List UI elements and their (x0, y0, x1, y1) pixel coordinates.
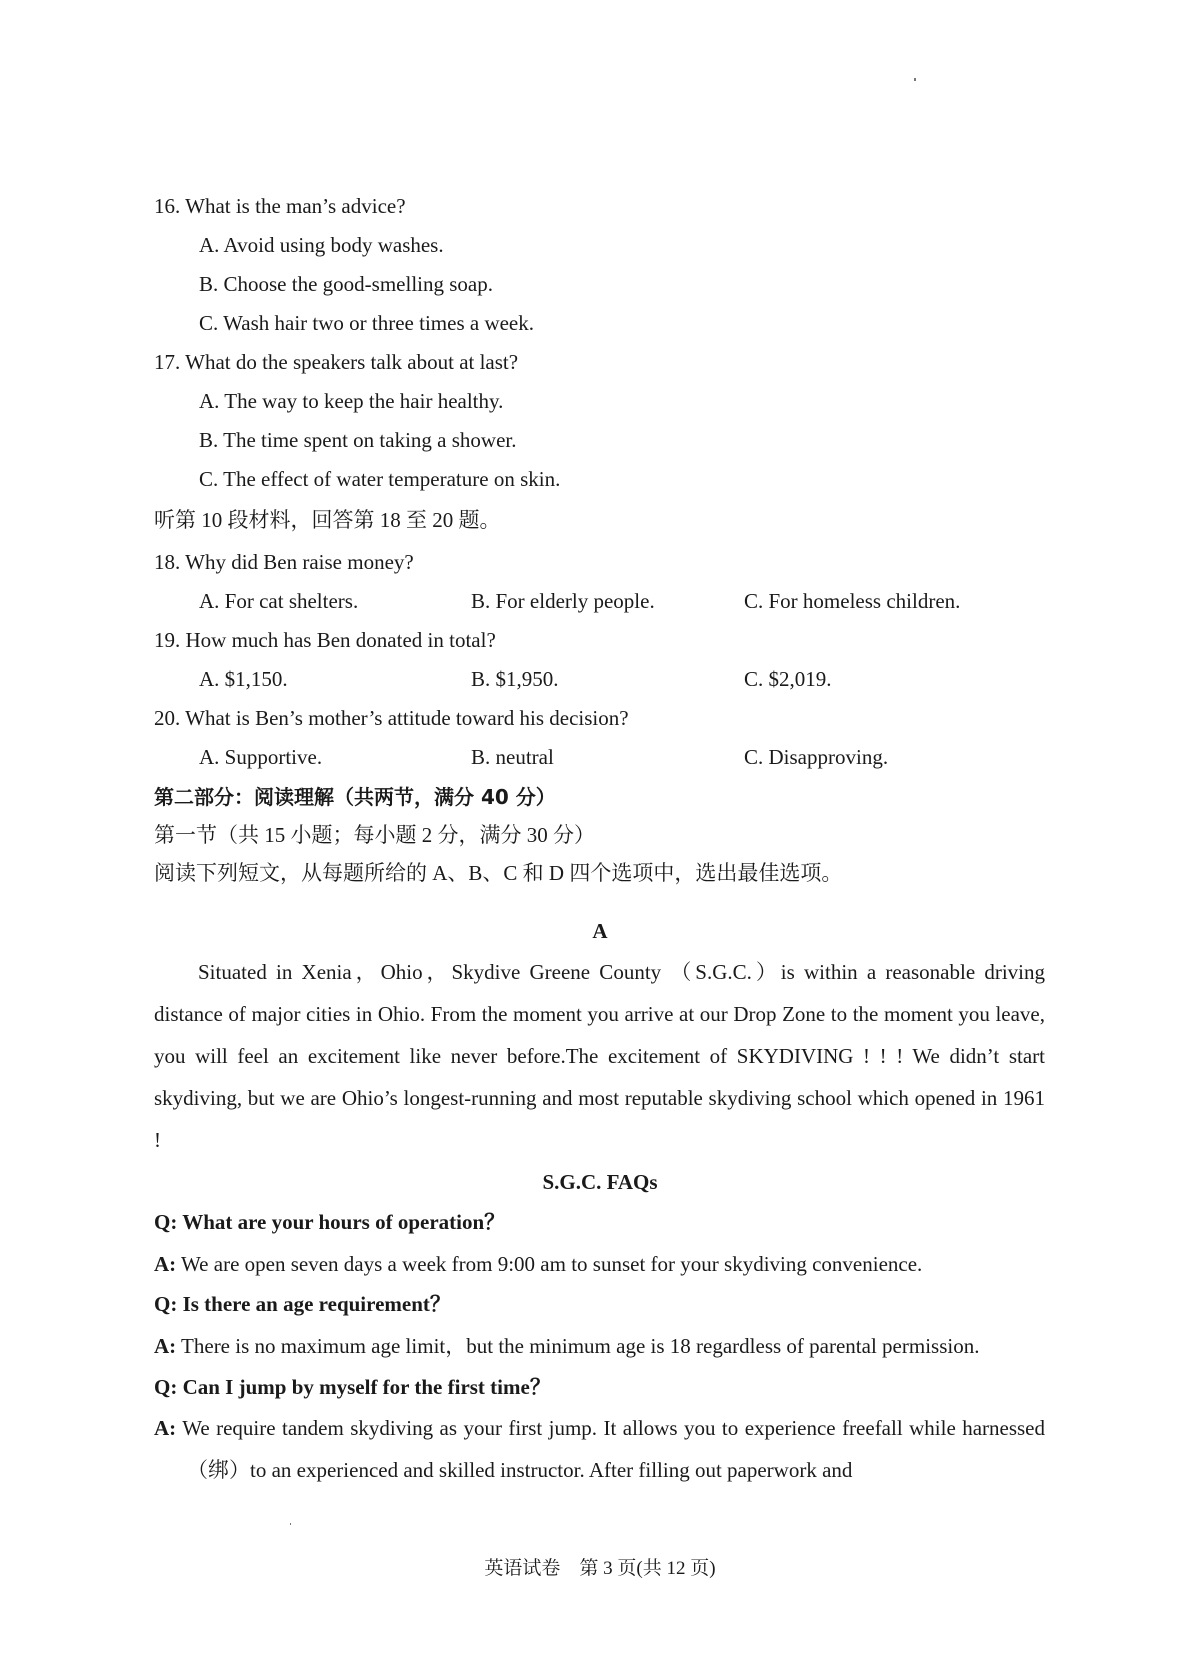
question-18: 18. Why did Ben raise money? (154, 550, 414, 574)
faq-question-3: Q: Can I jump by myself for the first time？ (154, 1375, 551, 1399)
scan-speck (290, 1523, 291, 1525)
faq-answer-label: A: (154, 1252, 177, 1276)
passage-intro-text: Situated in Xenia，Ohio，Skydive Greene County （S.G.C.）is within a reasonable driving distance of major cities in Ohio. From the moment you arrive at our Drop Zone to the moment you leave, you will feel an excitement like never before.The excitement of SKYDIVING ! ! ! We didn’t start skydiving, but we are Ohio’s longest-running and most reputable skydiving school which opened in 1961 ! (154, 960, 1045, 1152)
q16-option-b: B. Choose the good-smelling soap. (199, 272, 493, 296)
q18-option-a: A. For cat shelters. (199, 589, 359, 613)
faq-answer-2-text: There is no maximum age limit，but the minimum age is 18 regardless of parental permission. (176, 1334, 980, 1358)
passage-intro (154, 951, 1045, 1161)
faq-question-2: Q: Is there an age requirement？ (154, 1292, 451, 1316)
question-19: 19. How much has Ben donated in total? (154, 628, 496, 652)
q19-option-a: A. $1,150. (199, 667, 288, 691)
listening-section-10-instruction: 听第 10 段材料，回答第 18 至 20 题。 (154, 508, 501, 532)
q19-option-c: C. $2,019. (744, 667, 832, 691)
q20-option-c: C. Disapproving. (744, 745, 889, 769)
q18-option-c: C. For homeless children. (744, 589, 961, 613)
faq-answer-3-text: We require tandem skydiving as your first jump. It allows you to experience freefall while harnessed （绑）to an experienced and skilled instructor. After filling out paperwork and (176, 1416, 1045, 1482)
question-16: 16. What is the man’s advice? (154, 194, 406, 218)
q20-option-a: A. Supportive. (199, 745, 323, 769)
faq-answer-1-text: We are open seven days a week from 9:00 am to sunset for your skydiving convenience. (176, 1252, 923, 1276)
faq-answer-label: A: (154, 1334, 177, 1358)
faq-answer-3 (154, 1407, 1045, 1491)
q16-option-a: A. Avoid using body washes. (199, 233, 444, 257)
scan-speck (914, 78, 916, 81)
question-20: 20. What is Ben’s mother’s attitude toward his decision? (154, 706, 629, 730)
q19-option-b: B. $1,950. (471, 667, 559, 691)
faq-answer-1 (154, 1254, 922, 1275)
faq-answer-label: A: (154, 1416, 177, 1440)
reading-instructions: 阅读下列短文，从每题所给的 A、B、C 和 D 四个选项中，选出最佳选项。 (154, 861, 843, 885)
reading-part-title: 第二部分：阅读理解（共两节，满分 40 分） (154, 785, 556, 809)
q17-option-b: B. The time spent on taking a shower. (199, 428, 517, 452)
reading-section-title: 第一节（共 15 小题；每小题 2 分，满分 30 分） (154, 823, 595, 847)
page-footer: 英语试卷 第 3 页(共 12 页) (484, 1558, 716, 1579)
faq-title: S.G.C. FAQs (542, 1170, 658, 1194)
q17-option-c: C. The effect of water temperature on skin. (199, 467, 561, 491)
passage-label: A (592, 919, 608, 943)
faq-question-1: Q: What are your hours of operation？ (154, 1210, 506, 1234)
q18-option-b: B. For elderly people. (471, 589, 655, 613)
faq-answer-2 (154, 1336, 979, 1357)
q20-option-b: B. neutral (471, 745, 554, 769)
q17-option-a: A. The way to keep the hair healthy. (199, 389, 504, 413)
question-17: 17. What do the speakers talk about at last? (154, 350, 519, 374)
q16-option-c: C. Wash hair two or three times a week. (199, 311, 534, 335)
